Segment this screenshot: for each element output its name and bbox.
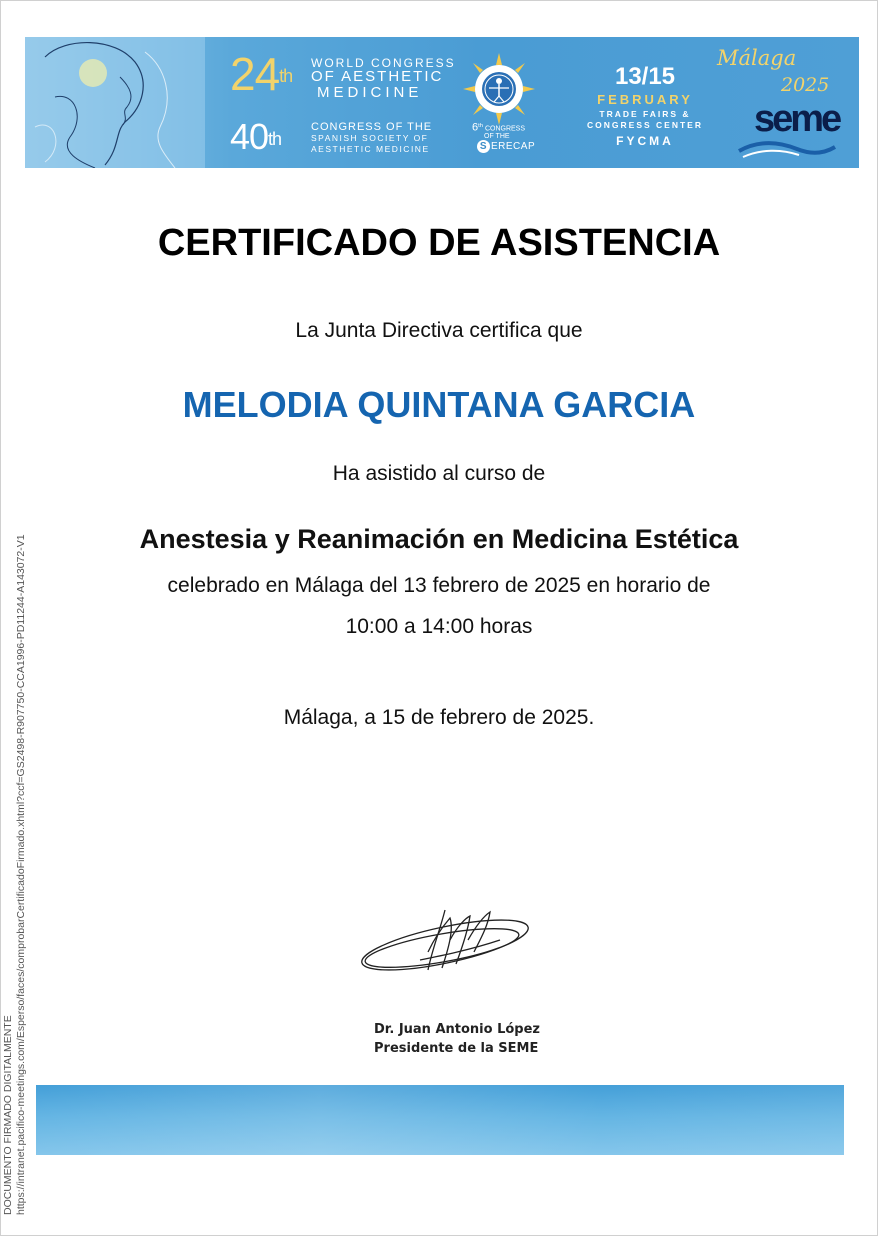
handwritten-signature — [350, 890, 550, 990]
course-details: celebrado en Málaga del 13 febrero de 2025 en horario de — [167, 574, 711, 597]
digital-signature-label: DOCUMENTO FIRMADO DIGITALMENTE — [2, 1015, 14, 1215]
course-schedule: 10:00 a 14:00 horas — [345, 615, 533, 638]
footer-band — [36, 1085, 844, 1155]
certification-intro: La Junta Directiva certifica que — [295, 319, 583, 342]
signer-block — [374, 1020, 540, 1058]
venue-text: TRADE FAIRS & CONGRESS CENTER — [587, 109, 703, 130]
venue-short: FYCMA — [616, 134, 674, 148]
malaga-script: Málaga — [717, 46, 797, 70]
world-congress-text: WORLD CONGRESS OF AESTHETIC MEDICINE — [311, 56, 456, 101]
digital-signature-note — [2, 445, 28, 1215]
issue-place-date: Málaga, a 15 de febrero de 2025. — [283, 706, 595, 729]
year-script: 2025 — [781, 74, 830, 96]
face-sketch-illustration — [25, 37, 205, 168]
serecap-logo: S ERECAP — [477, 140, 535, 153]
seme-wave-icon — [737, 137, 837, 159]
header-banner — [25, 37, 859, 168]
spanish-congress-number: 40th — [230, 116, 282, 157]
recipient-name: MELODIA QUINTANA GARCIA — [182, 384, 696, 425]
sixth-congress-text: 6th CONGRESS OF THE — [472, 121, 526, 141]
certificate-title: CERTIFICADO DE ASISTENCIA — [157, 222, 721, 264]
union-emblem-icon — [461, 51, 537, 127]
verification-url: https://intranet.pacifico-meetings.com/Esperso/faces/comprobarCertificadoFirmado.xhtml?ccf=GS2498-R907750-CCA1996-PD11244-A143072-V1 — [15, 534, 27, 1215]
congress-month: FEBRUARY — [597, 92, 693, 107]
world-congress-number: 24th — [230, 48, 293, 100]
attendance-line: Ha asistido al curso de — [332, 462, 546, 485]
congress-dates: 13/15 — [614, 63, 676, 90]
signer-name: Dr. Juan Antonio López — [374, 1022, 540, 1037]
seme-logo: seme — [754, 98, 840, 140]
course-title: Anestesia y Reanimación en Medicina Estética — [139, 524, 739, 554]
signer-role: Presidente de la SEME — [374, 1041, 539, 1056]
spanish-congress-text: CONGRESS OF THE SPANISH SOCIETY OF AESTHETIC MEDICINE — [311, 121, 433, 154]
